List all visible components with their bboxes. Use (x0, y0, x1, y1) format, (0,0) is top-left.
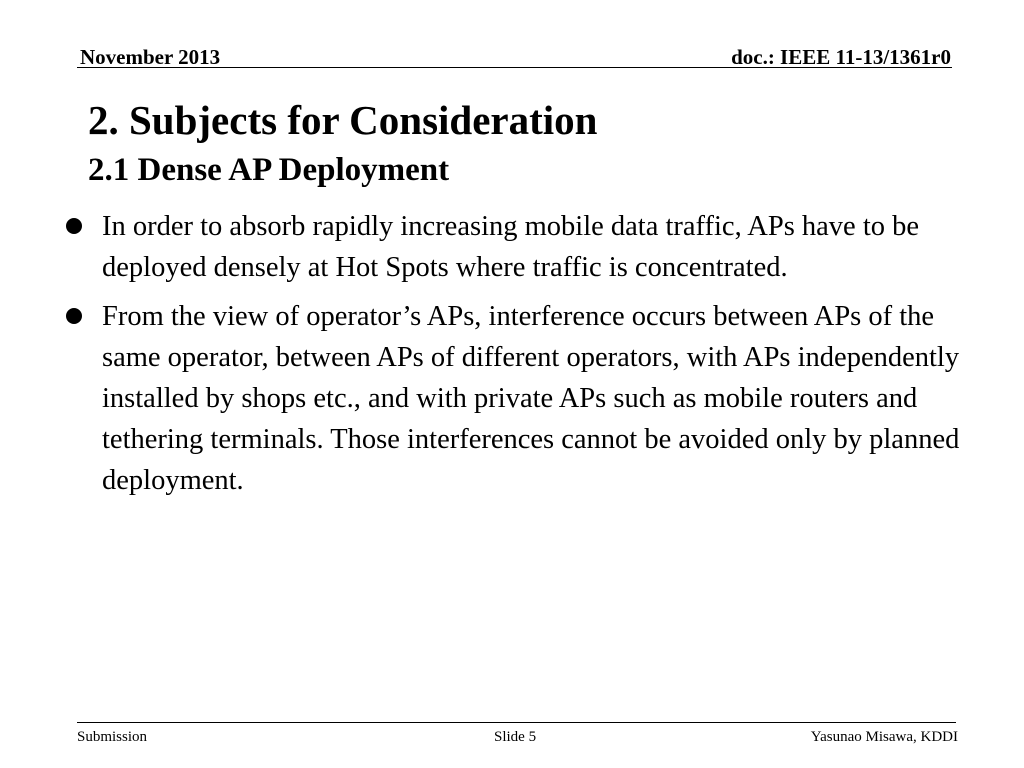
bullet-list (64, 206, 964, 509)
slide-title: 2. Subjects for Consideration (88, 97, 598, 143)
bullet-item (64, 206, 964, 288)
bullet-dot-icon (66, 218, 82, 234)
footer-slide-number: Slide 5 (494, 729, 537, 745)
header-doc-id: doc.: IEEE 11-13/1361r0 (731, 45, 951, 69)
bullet-text: From the view of operator’s APs, interference occurs between APs of the same operator, between APs of different operators, with APs independently installed by shops etc., and with private APs such as mobile routers and tethering terminals. Those interferences cannot be avoided only by planned deployment. (102, 301, 960, 496)
header-divider (77, 67, 952, 68)
header-date: November 2013 (80, 45, 221, 69)
slide-subtitle: 2.1 Dense AP Deployment (88, 152, 450, 188)
footer-author: Yasunao Misawa, KDDI (810, 729, 958, 745)
bullet-text: In order to absorb rapidly increasing mobile data traffic, APs have to be deployed densely at Hot Spots where traffic is concentrated. (102, 211, 920, 283)
footer-submission: Submission (77, 729, 148, 745)
footer-divider (77, 722, 956, 723)
bullet-dot-icon (66, 308, 82, 324)
bullet-item (64, 296, 964, 501)
